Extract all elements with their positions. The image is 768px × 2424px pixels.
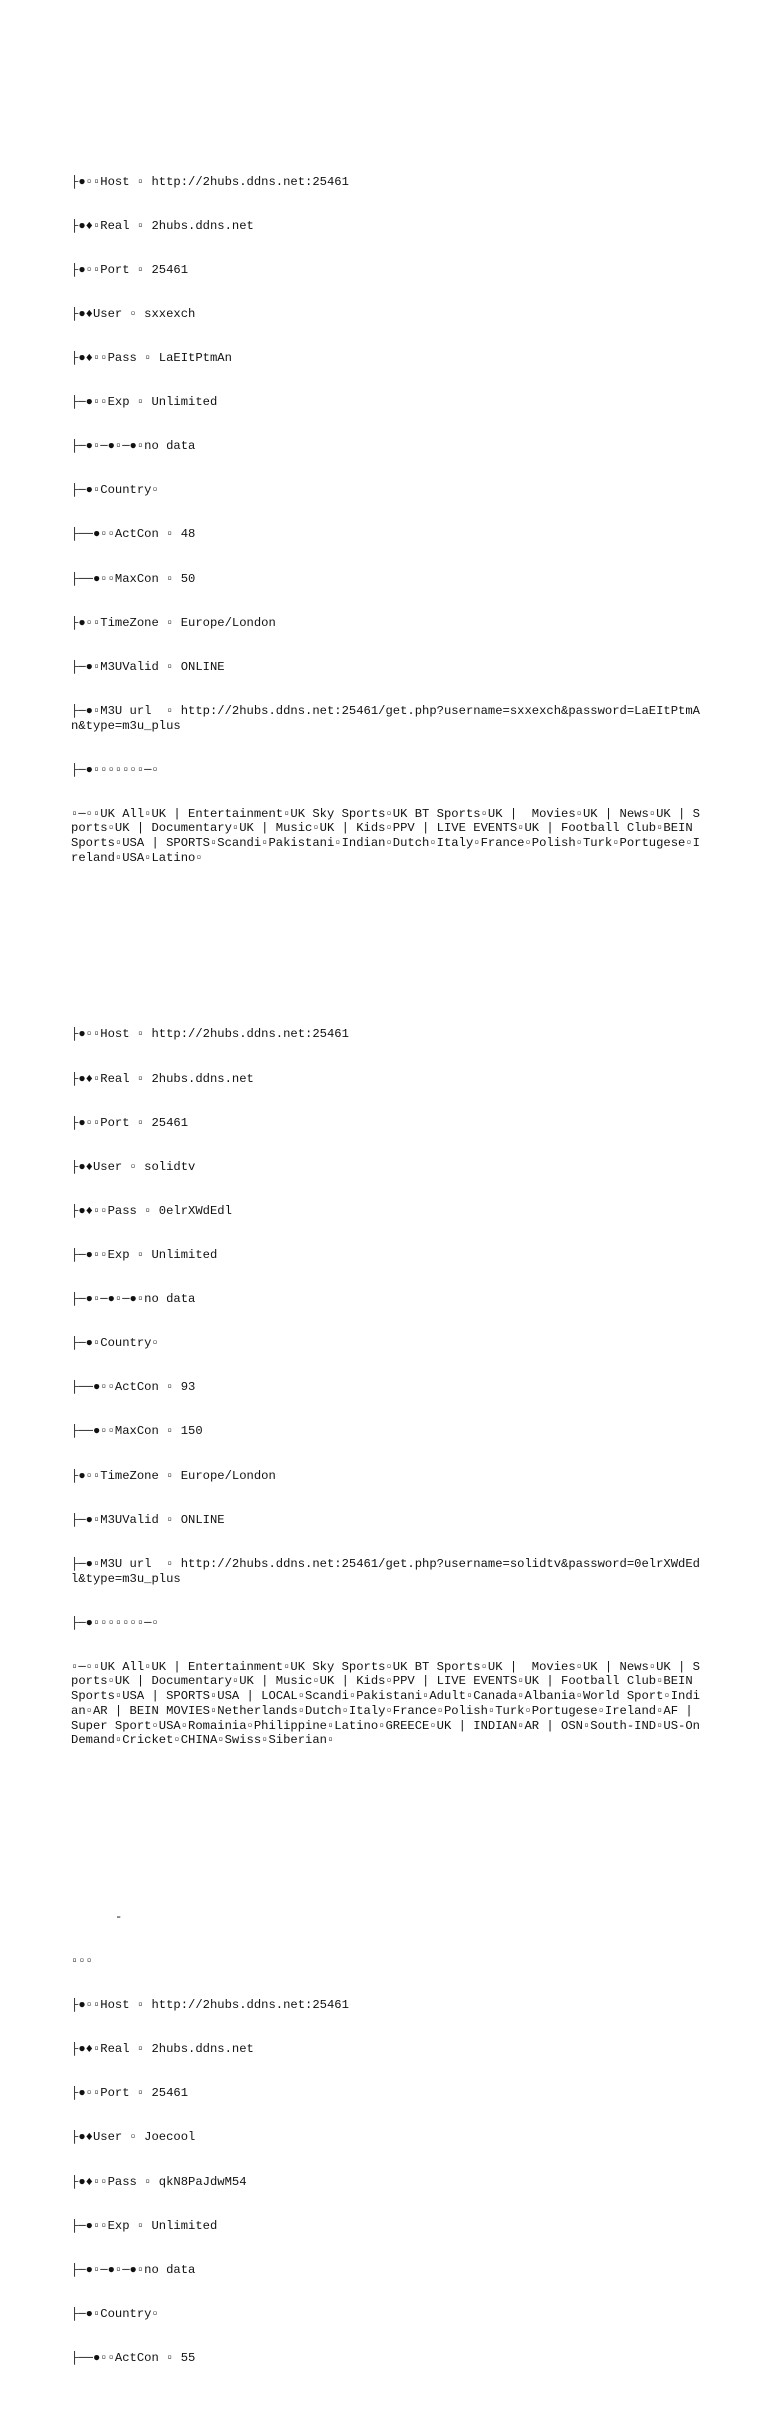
- actcon-line: ├──●▫▫ActCon ▫ 55: [71, 2350, 196, 2365]
- exp-line: ├─●▫▫Exp ▫ Unlimited: [71, 395, 218, 410]
- timezone-line: ├●▫▫TimeZone ▫ Europe/London: [71, 615, 276, 630]
- maxcon-line: ├──●▫▫MaxCon ▫ 50: [71, 571, 196, 586]
- no-data-line: ├─●▫─●▫─●▫no data: [71, 1292, 196, 1307]
- account-block: [71, 1880, 701, 2395]
- account-block: [71, 998, 701, 1777]
- separator-line: ├─●▫▫▫▫▫▫▫─▫: [71, 762, 159, 777]
- m3u-url-line: ├─●▫M3U url ▫ http://2hubs.ddns.net:25461/get.php?username=solidtv&password=0elrXWdEdl&type=m3u_plus: [71, 1556, 700, 1586]
- user-line: ├●♦User ▫ sxxexch: [71, 306, 196, 321]
- real-line: ├●♦▫Real ▫ 2hubs.ddns.net: [71, 2042, 254, 2057]
- exp-line: ├─●▫▫Exp ▫ Unlimited: [71, 1248, 218, 1263]
- glyph-line: ▫▫▫: [71, 1953, 93, 1968]
- actcon-line: ├──●▫▫ActCon ▫ 48: [71, 527, 196, 542]
- pass-line: ├●♦▫▫Pass ▫ 0elrXWdEdl: [71, 1203, 232, 1218]
- no-data-line: ├─●▫─●▫─●▫no data: [71, 2262, 196, 2277]
- host-line: ├●▫▫Host ▫ http://2hubs.ddns.net:25461: [71, 1998, 349, 2013]
- real-line: ├●♦▫Real ▫ 2hubs.ddns.net: [71, 218, 254, 233]
- no-data-line: ├─●▫─●▫─●▫no data: [71, 439, 196, 454]
- country-line: ├─●▫Country▫: [71, 483, 159, 498]
- port-line: ├●▫▫Port ▫ 25461: [71, 2086, 189, 2101]
- exp-line: ├─●▫▫Exp ▫ Unlimited: [71, 2218, 218, 2233]
- host-line: ├●▫▫Host ▫ http://2hubs.ddns.net:25461: [71, 1027, 349, 1042]
- user-line: ├●♦User ▫ Joecool: [71, 2130, 196, 2145]
- m3u-url-line: ├─●▫M3U url ▫ http://2hubs.ddns.net:25461/get.php?username=sxxexch&password=LaEItPtmAn&type=m3u_plus: [71, 703, 700, 733]
- real-line: ├●♦▫Real ▫ 2hubs.ddns.net: [71, 1071, 254, 1086]
- user-line: ├●♦User ▫ solidtv: [71, 1159, 196, 1174]
- pass-line: ├●♦▫▫Pass ▫ qkN8PaJdwM54: [71, 2174, 247, 2189]
- m3u-valid-line: ├─●▫M3UValid ▫ ONLINE: [71, 659, 225, 674]
- account-block: [71, 145, 701, 895]
- actcon-line: ├──●▫▫ActCon ▫ 93: [71, 1380, 196, 1395]
- timezone-line: ├●▫▫TimeZone ▫ Europe/London: [71, 1468, 276, 1483]
- host-line: ├●▫▫Host ▫ http://2hubs.ddns.net:25461: [71, 174, 349, 189]
- categories-line: ▫─▫▫UK All▫UK | Entertainment▫UK Sky Sports▫UK BT Sports▫UK | Movies▫UK | News▫UK | Sports▫UK | Documentary▫UK | Music▫UK | Kids▫PPV | LIVE EVENTS▫UK | Football Club▫BEIN Sports▫USA | SPORTS▫USA | LOCAL▫Scandi▫Pakistani▫Adult▫Canada▫Albania▫World Sport▫Indian▫AR | BEIN MOVIES▫Netherlands▫Dutch▫Italy▫France▫Polish▫Turk▫Portugese▫Ireland▫AF | Super Sport▫USA▫Romainia▫Philippine▫Latino▫GREECE▫UK | INDIAN▫AR | OSN▫South-IND▫US-OnDemand▫Cricket▫CHINA▫Swiss▫Siberian▫: [71, 1659, 700, 1748]
- country-line: ├─●▫Country▫: [71, 2306, 159, 2321]
- m3u-valid-line: ├─●▫M3UValid ▫ ONLINE: [71, 1512, 225, 1527]
- pass-line: ├●♦▫▫Pass ▫ LaEItPtmAn: [71, 350, 232, 365]
- categories-line: ▫─▫▫UK All▫UK | Entertainment▫UK Sky Sports▫UK BT Sports▫UK | Movies▫UK | News▫UK | Sports▫UK | Documentary▫UK | Music▫UK | Kids▫PPV | LIVE EVENTS▫UK | Football Club▫BEIN Sports▫USA | SPORTS▫Scandi▫Pakistani▫Indian▫Dutch▫Italy▫France▫Polish▫Turk▫Portugese▫Ireland▫USA▫Latino▫: [71, 806, 700, 865]
- document-page: [71, 101, 701, 2424]
- port-line: ├●▫▫Port ▫ 25461: [71, 1115, 189, 1130]
- maxcon-line: ├──●▫▫MaxCon ▫ 150: [71, 1424, 203, 1439]
- country-line: ├─●▫Country▫: [71, 1336, 159, 1351]
- dash-line: -: [115, 1909, 123, 1924]
- separator-line: ├─●▫▫▫▫▫▫▫─▫: [71, 1615, 159, 1630]
- port-line: ├●▫▫Port ▫ 25461: [71, 262, 189, 277]
